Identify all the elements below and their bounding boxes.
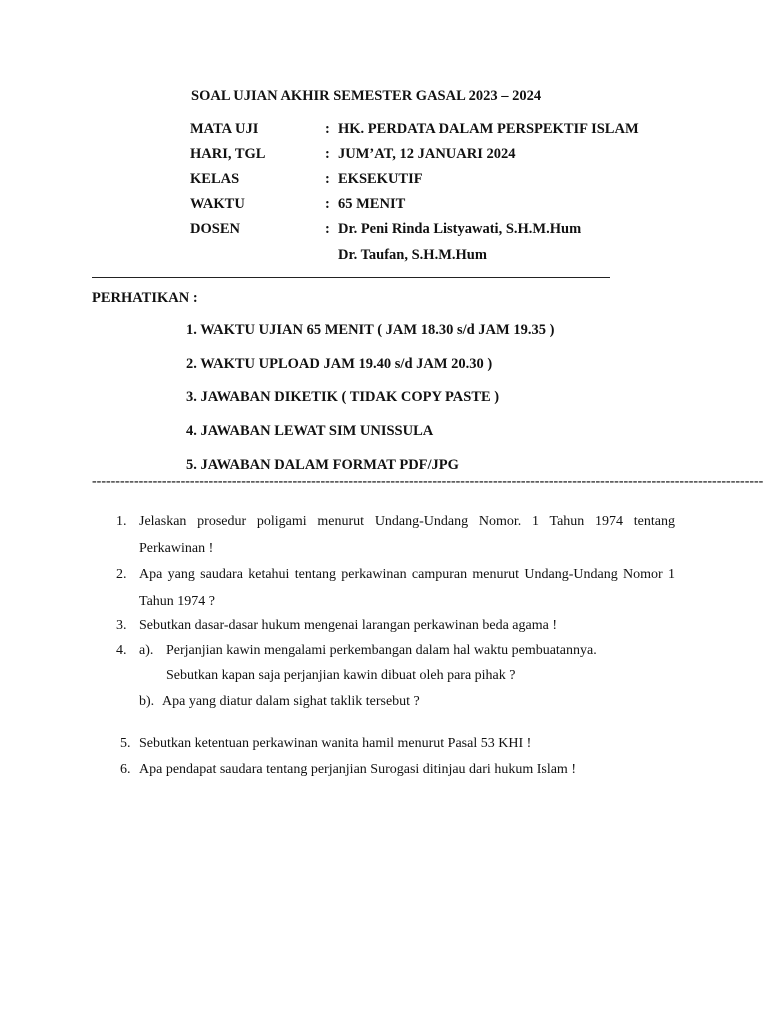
question-text: Apa yang saudara ketahui tentang perkawinan campuran menurut Undang-Undang Nomor 1 Tahun 1974 ? (139, 567, 675, 609)
question-number: 6. (120, 762, 131, 777)
question-text: Apa yang diatur dalam sighat taklik tersebut ? (162, 694, 420, 709)
field-value-kelas: EKSEKUTIF (338, 171, 423, 187)
field-label-dosen: DOSEN (190, 221, 240, 237)
notice-item: 3. JAWABAN DIKETIK ( TIDAK COPY PASTE ) (186, 389, 500, 405)
field-label-waktu: WAKTU (190, 196, 245, 212)
notice-item: 4. JAWABAN LEWAT SIM UNISSULA (186, 423, 434, 439)
field-value-waktu: 65 MENIT (338, 196, 406, 212)
field-value-hari-tgl: JUM’AT, 12 JANUARI 2024 (338, 146, 516, 162)
field-colon: : (325, 121, 330, 137)
dashed-divider: ------------------------------------------------------------------------------------------------------------------------------------------------ (92, 474, 764, 489)
field-label-hari-tgl: HARI, TGL (190, 146, 266, 162)
field-colon: : (325, 196, 330, 212)
question-text: Apa pendapat saudara tentang perjanjian Surogasi ditinjau dari hukum Islam ! (139, 762, 576, 777)
notice-item: 5. JAWABAN DALAM FORMAT PDF/JPG (186, 457, 459, 473)
field-value-dosen-2: Dr. Taufan, S.H.M.Hum (338, 247, 487, 263)
question-text: Sebutkan ketentuan perkawinan wanita hamil menurut Pasal 53 KHI ! (139, 736, 532, 751)
header-divider (92, 277, 610, 278)
field-value-mata-uji: HK. PERDATA DALAM PERSPEKTIF ISLAM (338, 121, 639, 137)
subquestion-label: a). (139, 643, 154, 658)
field-colon: : (325, 146, 330, 162)
field-label-kelas: KELAS (190, 171, 240, 187)
question-text: Sebutkan kapan saja perjanjian kawin dibuat oleh para pihak ? (166, 668, 516, 683)
question-text: Jelaskan prosedur poligami menurut Undang-Undang Nomor. 1 Tahun 1974 tentang Perkawinan ! (139, 514, 675, 556)
notice-item: 2. WAKTU UPLOAD JAM 19.40 s/d JAM 20.30 ) (186, 356, 493, 372)
notice-heading: PERHATIKAN : (92, 290, 198, 306)
subquestion-label: b). (139, 694, 155, 709)
field-value-dosen: Dr. Peni Rinda Listyawati, S.H.M.Hum (338, 221, 582, 237)
exam-title: SOAL UJIAN AKHIR SEMESTER GASAL 2023 – 2024 (191, 88, 542, 104)
question-number: 1. (116, 514, 127, 529)
question-number: 2. (116, 567, 127, 582)
field-label-mata-uji: MATA UJI (190, 121, 259, 137)
field-colon: : (325, 171, 330, 187)
question-number: 5. (120, 736, 131, 751)
field-colon: : (325, 221, 330, 237)
question-text: Perjanjian kawin mengalami perkembangan dalam hal waktu pembuatannya. (166, 643, 597, 658)
question-number: 4. (116, 643, 127, 658)
question-number: 3. (116, 618, 127, 633)
question-text: Sebutkan dasar-dasar hukum mengenai larangan perkawinan beda agama ! (139, 618, 557, 633)
notice-item: 1. WAKTU UJIAN 65 MENIT ( JAM 18.30 s/d JAM 19.35 ) (186, 322, 555, 338)
